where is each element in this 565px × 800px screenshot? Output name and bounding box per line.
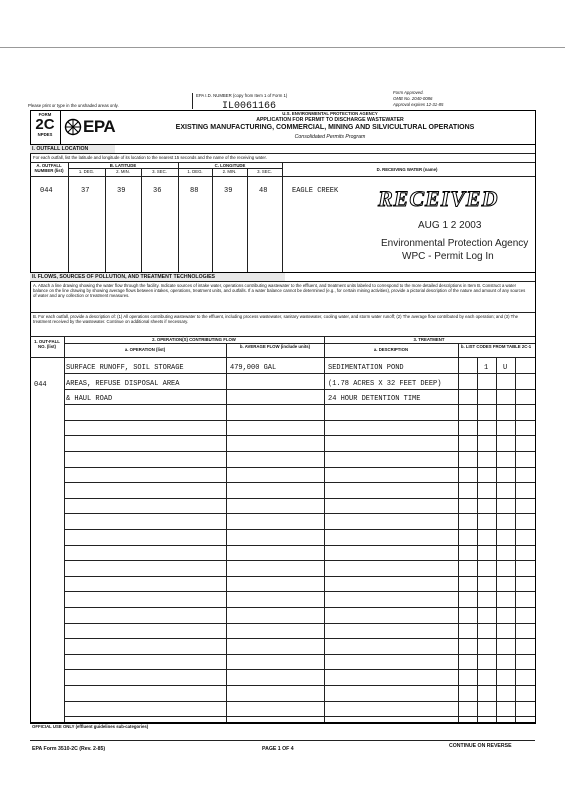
received-stamp-title: RECEIVED bbox=[378, 186, 499, 211]
operation-column-header: a. OPERATION (list) bbox=[124, 347, 166, 352]
flows-row-rule bbox=[64, 654, 535, 655]
npdes-label: NPDES bbox=[37, 132, 53, 137]
receiving-water-cell: EAGLE CREEK bbox=[292, 187, 339, 195]
flows-row-rule bbox=[64, 451, 535, 452]
received-stamp-date: AUG 1 2 2003 bbox=[418, 220, 482, 231]
flows-row-rule bbox=[64, 591, 535, 592]
average-flow-column-header: b. AVERAGE FLOW (include units) bbox=[239, 344, 311, 349]
flows-row-rule bbox=[64, 498, 535, 499]
lon-sec-cell: 48 bbox=[259, 187, 268, 195]
flows-header-bottom-rule bbox=[30, 357, 535, 358]
epa-logo-text: EPA bbox=[83, 117, 116, 136]
official-use-label: OFFICIAL USE ONLY (effluent guidelines sub-categories) bbox=[32, 724, 149, 729]
outfall-column-header: 1. OUT-FALL NO. (list) bbox=[34, 339, 60, 349]
sec1-col-divider bbox=[282, 162, 283, 272]
section1-instruction: For each outfall, list the latitude and longitude of its location to the nearest 15 seconds and the name of the receiving water. bbox=[33, 155, 267, 160]
flows-row-rule bbox=[64, 482, 535, 483]
flows-code-divider bbox=[496, 357, 497, 722]
sec1-col-divider bbox=[68, 162, 69, 272]
flow-description-cell: 24 HOUR DETENTION TIME bbox=[328, 395, 421, 403]
section2-heading: II. FLOWS, SOURCES OF POLLUTION, AND TREATMENT TECHNOLOGIES bbox=[32, 274, 215, 280]
flow-operation-cell: & HAUL ROAD bbox=[66, 395, 113, 403]
flow-code-cell: 1 bbox=[484, 364, 489, 372]
flow-description-cell: (1.78 ACRES X 32 FEET DEEP) bbox=[328, 380, 442, 388]
lat-min-cell: 39 bbox=[117, 187, 126, 195]
flows-row-rule bbox=[64, 513, 535, 514]
flows-row-rule bbox=[64, 389, 535, 390]
official-use-rule bbox=[30, 722, 535, 723]
flow-operation-cell: SURFACE RUNOFF, SOIL STORAGE bbox=[66, 364, 184, 372]
page-number: PAGE 1 OF 4 bbox=[262, 746, 294, 752]
sec1-col-divider bbox=[247, 168, 248, 272]
print-instruction: Please print or type in the unshaded areas only. bbox=[28, 103, 119, 108]
description-column-header: a. DESCRIPTION bbox=[373, 347, 409, 352]
epa-flower-icon bbox=[64, 118, 82, 136]
flows-col-divider bbox=[458, 343, 459, 722]
sec1-col-divider bbox=[178, 162, 179, 272]
form-number-box bbox=[30, 110, 61, 144]
epa-id-value: IL0061166 bbox=[222, 101, 277, 112]
flows-row-rule bbox=[64, 435, 535, 436]
flows-code-divider bbox=[515, 357, 516, 722]
flows-row-rule bbox=[64, 529, 535, 530]
lon-sec-header: 3. SEC. bbox=[257, 169, 272, 174]
lat-min-header: 2. MIN. bbox=[116, 169, 130, 174]
flows-code-divider bbox=[477, 357, 478, 722]
section2-para-b: B. For each outfall, provide a description of: (1) All operations contributing wastewater to the effluent, including process wastewater, sanitary wastewater, cooling water, and storm water runoff; (2) The average flow contributed by each operation; and (3) The treatment received by the wastewater. Continue on additional sheets if necessary. bbox=[33, 314, 519, 324]
flows-row-rule bbox=[64, 701, 535, 702]
agency-name: U.S. ENVIRONMENTAL PROTECTION AGENCY bbox=[282, 111, 378, 116]
form-label: FORM bbox=[38, 112, 52, 117]
flows-row-rule bbox=[64, 404, 535, 405]
outfall-number-header: A. OUTFALL NUMBER (list) bbox=[34, 163, 64, 173]
operations-header: 2. OPERATION(S) CONTRIBUTING FLOW bbox=[152, 337, 236, 342]
treatment-header: 3. TREATMENT bbox=[413, 337, 445, 342]
epa-id-label: EPA I.D. NUMBER (copy from Item 1 of Form 1) bbox=[196, 93, 288, 98]
footer-rule bbox=[30, 740, 535, 741]
codes-column-header: b. LIST CODES FROM TABLE 2C-1 bbox=[460, 344, 532, 349]
received-stamp-agency: Environmental Protection Agency bbox=[381, 238, 529, 249]
sec1-col-divider bbox=[105, 168, 106, 272]
flow-code-cell: U bbox=[503, 364, 508, 372]
lon-min-header: 2. MIN. bbox=[222, 169, 237, 174]
epa-logo bbox=[64, 117, 116, 141]
approval-expires: Approval expires 12-31-85 bbox=[393, 102, 444, 107]
form-title-1: APPLICATION FOR PERMIT TO DISCHARGE WASTEWATER bbox=[256, 117, 404, 123]
flows-row-rule bbox=[64, 716, 535, 717]
section1-heading: I. OUTFALL LOCATION bbox=[32, 146, 89, 152]
flows-row-rule bbox=[64, 467, 535, 468]
lon-deg-header: 1. DEG. bbox=[187, 169, 203, 174]
outfall-number-cell: 044 bbox=[40, 187, 53, 195]
continue-on-reverse: CONTINUE ON REVERSE bbox=[449, 743, 512, 749]
flows-row-rule bbox=[64, 373, 535, 374]
flow-description-cell: SEDIMENTATION POND bbox=[328, 364, 404, 372]
sec1-col-divider bbox=[141, 168, 142, 272]
lon-deg-cell: 88 bbox=[190, 187, 199, 195]
flow-outfall-cell: 044 bbox=[34, 381, 47, 389]
flows-row-rule bbox=[64, 560, 535, 561]
flows-row-rule bbox=[64, 685, 535, 686]
flows-row-rule bbox=[64, 623, 535, 624]
latitude-header: B. LATITUDE bbox=[109, 163, 137, 168]
section2-para-rule bbox=[30, 312, 535, 313]
sec1-col-divider bbox=[212, 168, 213, 272]
program-name: Consolidated Permits Program bbox=[294, 134, 366, 140]
receiving-water-header: D. RECEIVING WATER (name) bbox=[376, 167, 438, 172]
form-title-2: EXISTING MANUFACTURING, COMMERCIAL, MINING AND SILVICULTURAL OPERATIONS bbox=[175, 124, 475, 131]
received-stamp-log: WPC - Permit Log In bbox=[402, 251, 494, 262]
section2-para-a: A. Attach a line drawing showing the water flow through the facility. Indicate sources of intake water, operations contributing wastewater to the effluent, and treatment units labeled to correspond to the more detailed descriptions in Item B. Construct a water balance on the line drawing by showing average flows between intakes, operations, treatment units, and outfalls. If a water balance cannot be determined (e.g., for certain mining activities), provide a pictorial description of the nature and amount of any sources of water and any collection or treatment measures. bbox=[33, 283, 526, 298]
lat-deg-header: 1. DEG. bbox=[78, 169, 95, 174]
top-rule bbox=[0, 47, 565, 48]
flows-row-rule bbox=[64, 576, 535, 577]
flows-col-divider bbox=[226, 343, 227, 722]
omb-number: OMB No. 2040-0086 bbox=[393, 96, 433, 101]
flows-row-rule bbox=[64, 545, 535, 546]
lat-deg-cell: 37 bbox=[81, 187, 90, 195]
flows-row-rule bbox=[64, 420, 535, 421]
form-id: EPA Form 3510-2C (Rev. 2-85) bbox=[32, 746, 106, 752]
longitude-header: C. LONGITUDE bbox=[214, 163, 246, 168]
section2-heading-rule bbox=[30, 281, 535, 282]
flows-row-rule bbox=[64, 669, 535, 670]
form-approved: Form Approved. bbox=[393, 90, 424, 95]
lat-sec-cell: 36 bbox=[153, 187, 162, 195]
flow-operation-cell: AREAS, REFUSE DISPOSAL AREA bbox=[66, 380, 180, 388]
section1-heading-rule bbox=[30, 153, 535, 154]
form-number: 2C bbox=[35, 116, 55, 133]
flows-row-rule bbox=[64, 638, 535, 639]
flow-average-cell: 479,000 GAL bbox=[230, 364, 277, 372]
lat-sec-header: 3. SEC. bbox=[152, 169, 167, 174]
flows-row-rule bbox=[64, 607, 535, 608]
lon-min-cell: 39 bbox=[224, 187, 233, 195]
